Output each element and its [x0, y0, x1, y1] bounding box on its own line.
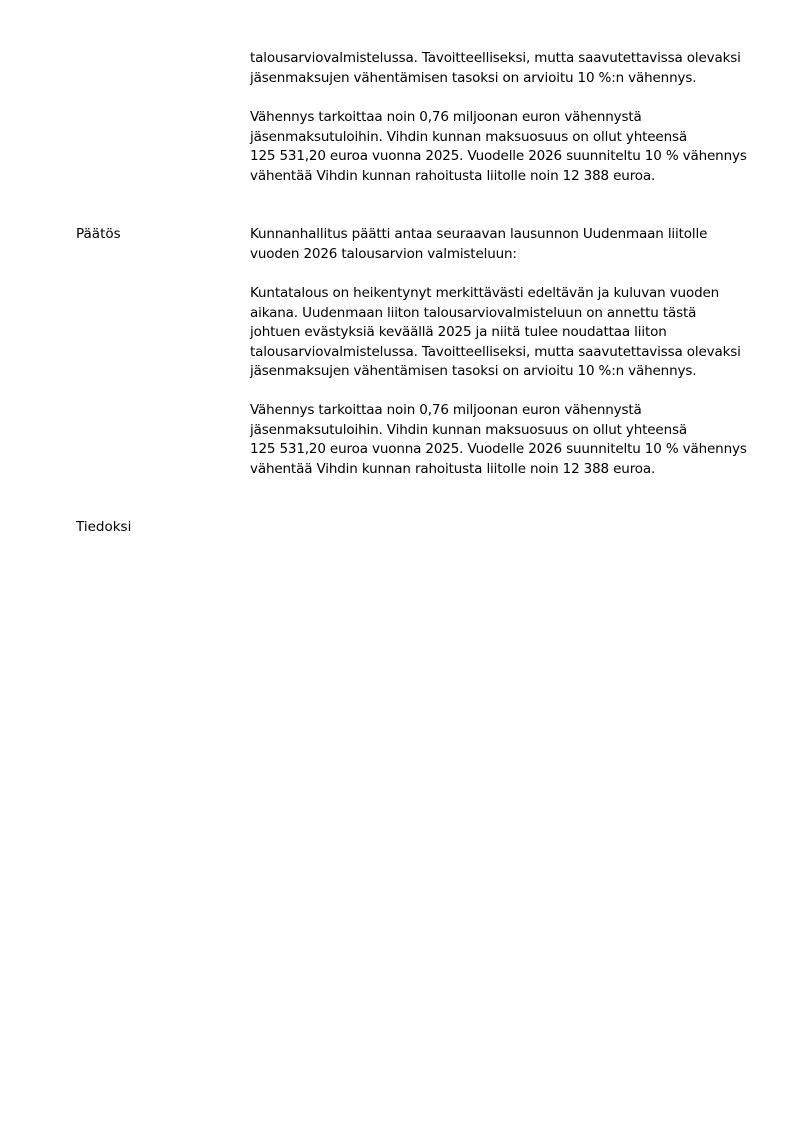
text-line: Vähennys tarkoittaa noin 0,76 miljoonan euron vähennystä [250, 402, 642, 418]
decision-paragraph-1 [250, 225, 750, 264]
text-line: vuoden 2026 talousarvion valmisteluun: [250, 245, 517, 262]
text-line: talousarviovalmistelussa. Tavoitteelliseksi, mutta saavutettavissa olevaksi [250, 50, 741, 66]
decision-label: Päätös [76, 226, 121, 242]
info-label: Tiedoksi [76, 519, 132, 535]
text-line: Kuntatalous on heikentynyt merkittävästi edeltävän ja kuluvan vuoden [250, 285, 720, 301]
decision-paragraph-2 [250, 284, 750, 382]
text-line: Vähennys tarkoittaa noin 0,76 miljoonan euron vähennystä [250, 109, 642, 125]
text-line: talousarviovalmistelussa. Tavoitteelliseksi, mutta saavutettavissa olevaksi [250, 343, 741, 360]
text-line: 125 531,20 euroa vuonna 2025. Vuodelle 2026 suunniteltu 10 % vähennys [250, 148, 747, 164]
text-line: vähentää Vihdin kunnan rahoitusta liitolle noin 12 388 euroa. [250, 460, 656, 477]
text-line: jäsenmaksujen vähentämisen tasoksi on arvioitu 10 %:n vähennys. [250, 363, 697, 379]
text-line: jäsenmaksutuloihin. Vihdin kunnan maksuosuus on ollut yhteensä [250, 128, 687, 145]
text-line: aikana. Uudenmaan liiton talousarviovalmisteluun on annettu tästä [250, 304, 697, 321]
text-line: vähentää Vihdin kunnan rahoitusta liitolle noin 12 388 euroa. [250, 167, 656, 184]
text-line: johtuen evästyksiä keväällä 2025 ja niitä tulee noudattaa liiton [250, 324, 667, 340]
continuation-paragraph-2 [250, 108, 750, 186]
text-line: Kunnanhallitus päätti antaa seuraavan lausunnon Uudenmaan liitolle [250, 226, 708, 242]
text-line: jäsenmaksujen vähentämisen tasoksi on arvioitu 10 %:n vähennys. [250, 69, 697, 86]
text-line: jäsenmaksutuloihin. Vihdin kunnan maksuosuus on ollut yhteensä [250, 421, 687, 438]
continuation-paragraph-1 [250, 49, 750, 88]
decision-paragraph-3 [250, 401, 750, 479]
text-line: 125 531,20 euroa vuonna 2025. Vuodelle 2026 suunniteltu 10 % vähennys [250, 441, 747, 457]
